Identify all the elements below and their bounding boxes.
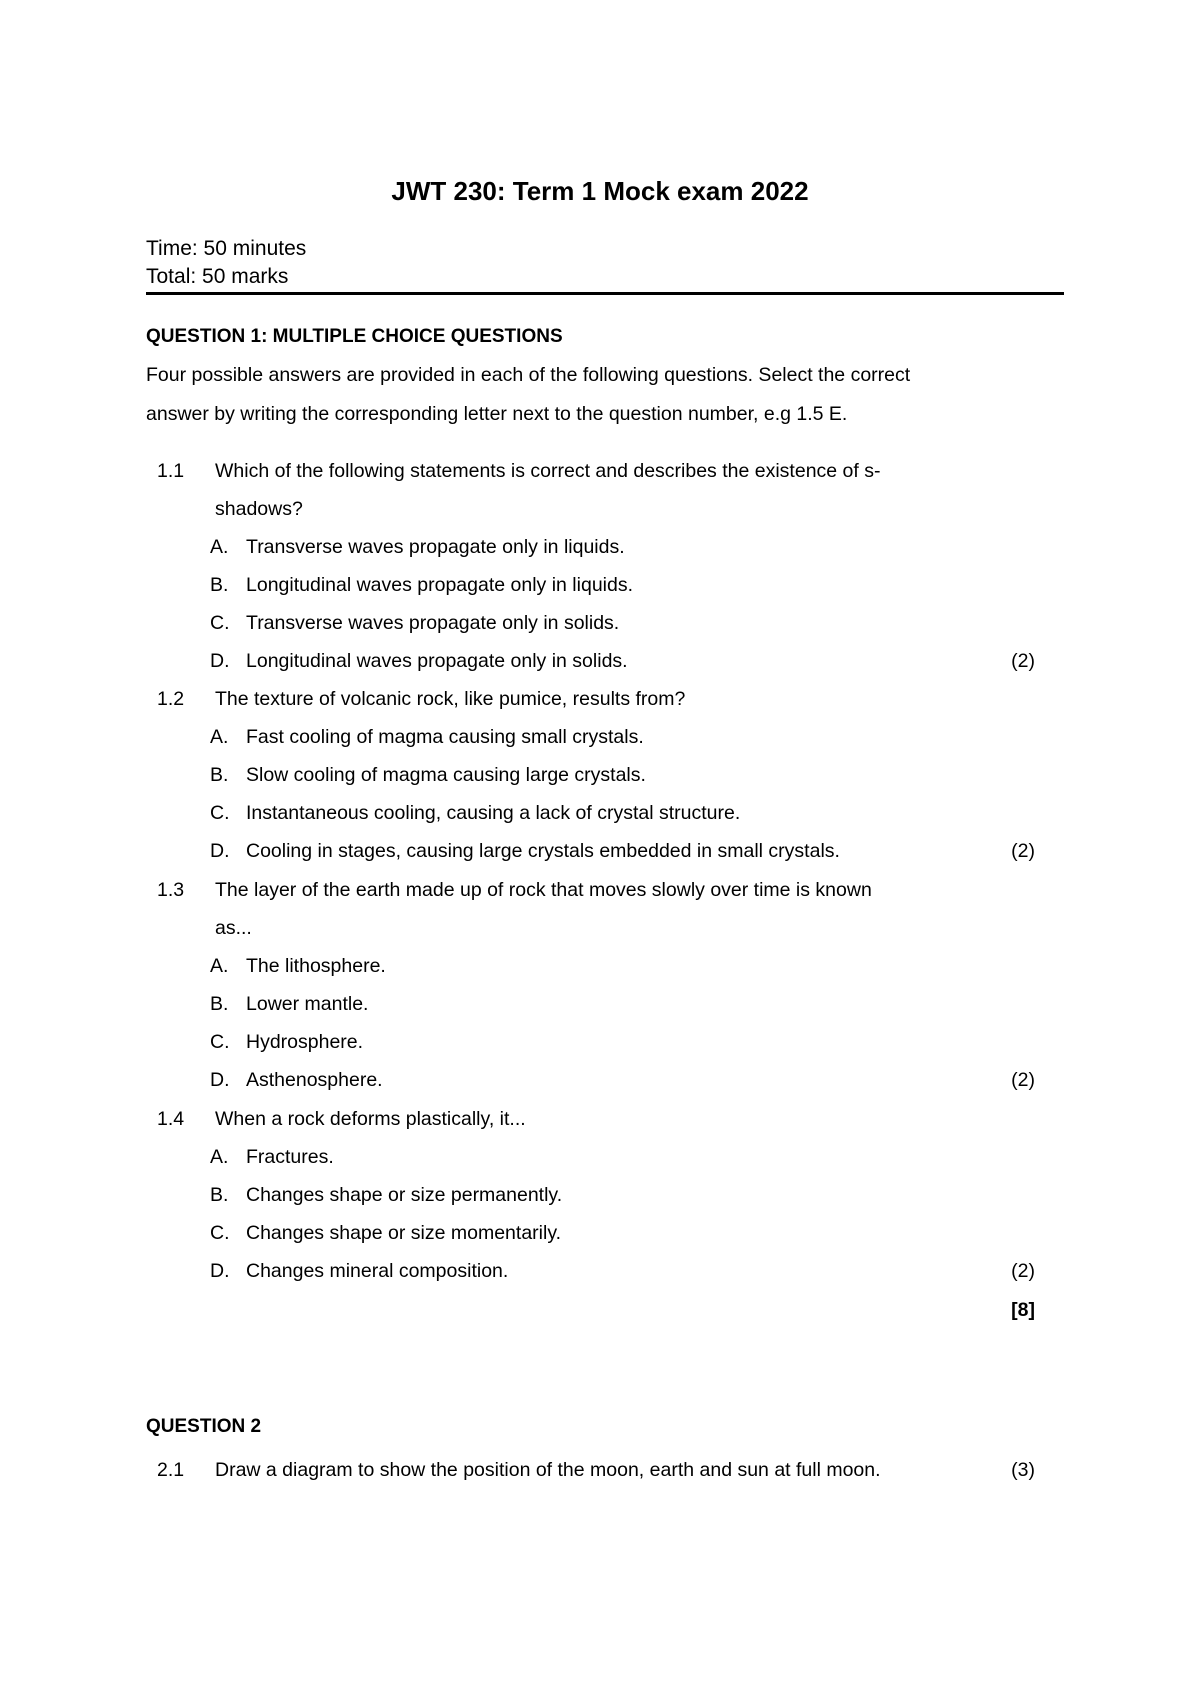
option-text: Longitudinal waves propagate only in liquids. xyxy=(246,574,634,596)
option-text: Hydrosphere. xyxy=(246,1031,364,1053)
question-text: When a rock deforms plastically, it... xyxy=(215,1108,526,1130)
option-text: Lower mantle. xyxy=(246,993,369,1015)
option-text: Transverse waves propagate only in solids. xyxy=(246,612,620,634)
option-letter: D. xyxy=(210,650,230,672)
question-number: 1.1 xyxy=(157,460,185,482)
option-item xyxy=(210,1258,508,1284)
option-text: Changes shape or size momentarily. xyxy=(246,1222,562,1244)
exam-total: Total: 50 marks xyxy=(146,265,289,288)
question-2-heading: QUESTION 2 xyxy=(146,1416,262,1437)
option-letter: A. xyxy=(210,1146,229,1168)
option-item xyxy=(210,724,644,750)
option-item xyxy=(210,953,386,979)
exam-title: JWT 230: Term 1 Mock exam 2022 xyxy=(391,176,809,206)
option-item xyxy=(210,1220,561,1246)
option-letter: B. xyxy=(210,1184,229,1206)
option-letter: C. xyxy=(210,1031,230,1053)
question-text: as... xyxy=(215,917,252,939)
option-text: Fast cooling of magma causing small crystals. xyxy=(246,726,644,748)
option-text: Fractures. xyxy=(246,1146,334,1168)
option-item xyxy=(210,800,740,826)
option-item xyxy=(210,534,625,560)
option-item xyxy=(210,762,646,788)
question-text: The layer of the earth made up of rock that moves slowly over time is known xyxy=(215,879,872,901)
option-letter: C. xyxy=(210,802,230,824)
question-1-total-marks: [8] xyxy=(1011,1299,1035,1321)
option-letter: D. xyxy=(210,840,230,862)
option-text: Longitudinal waves propagate only in solids. xyxy=(246,650,628,672)
question-1-heading: QUESTION 1: MULTIPLE CHOICE QUESTIONS xyxy=(146,326,563,347)
option-text: Transverse waves propagate only in liquids. xyxy=(246,536,625,558)
option-letter: B. xyxy=(210,574,229,596)
option-letter: C. xyxy=(210,612,230,634)
question-text: Draw a diagram to show the position of the moon, earth and sun at full moon. xyxy=(215,1459,881,1481)
question-text: The texture of volcanic rock, like pumice, results from? xyxy=(215,688,686,710)
option-text: Changes mineral composition. xyxy=(246,1260,509,1282)
option-letter: C. xyxy=(210,1222,230,1244)
question-1-instructions-line-1: Four possible answers are provided in each of the following questions. Select the correct xyxy=(146,364,911,386)
question-text: shadows? xyxy=(215,498,303,520)
question-marks: (2) xyxy=(1011,840,1035,862)
option-text: Changes shape or size permanently. xyxy=(246,1184,563,1206)
option-letter: A. xyxy=(210,536,229,558)
option-item xyxy=(210,838,840,864)
option-item xyxy=(210,1182,562,1208)
question-number: 1.3 xyxy=(157,879,185,901)
option-text: The lithosphere. xyxy=(246,955,386,977)
option-item xyxy=(210,991,368,1017)
option-letter: B. xyxy=(210,993,229,1015)
option-letter: D. xyxy=(210,1069,230,1091)
option-item xyxy=(210,648,628,674)
option-text: Instantaneous cooling, causing a lack of crystal structure. xyxy=(246,802,741,824)
question-marks: (2) xyxy=(1011,1069,1035,1091)
question-marks: (2) xyxy=(1011,650,1035,672)
option-item xyxy=(210,1144,334,1170)
question-number: 2.1 xyxy=(157,1459,185,1481)
question-text: Which of the following statements is correct and describes the existence of s- xyxy=(215,460,881,482)
question-number: 1.4 xyxy=(157,1108,185,1130)
option-item xyxy=(210,572,633,598)
option-item xyxy=(210,1029,363,1055)
header-divider xyxy=(146,292,1064,295)
option-text: Cooling in stages, causing large crystals embedded in small crystals. xyxy=(246,840,840,862)
option-item xyxy=(210,610,619,636)
question-marks: (2) xyxy=(1011,1260,1035,1282)
exam-time: Time: 50 minutes xyxy=(146,237,307,260)
option-text: Slow cooling of magma causing large crystals. xyxy=(246,764,646,786)
question-1-instructions-line-2: answer by writing the corresponding letter next to the question number, e.g 1.5 E. xyxy=(146,403,848,425)
option-letter: D. xyxy=(210,1260,230,1282)
question-number: 1.2 xyxy=(157,688,185,710)
option-letter: A. xyxy=(210,955,229,977)
option-letter: A. xyxy=(210,726,229,748)
option-item xyxy=(210,1067,383,1093)
question-marks: (3) xyxy=(1011,1459,1035,1481)
option-text: Asthenosphere. xyxy=(246,1069,383,1091)
option-letter: B. xyxy=(210,764,229,786)
